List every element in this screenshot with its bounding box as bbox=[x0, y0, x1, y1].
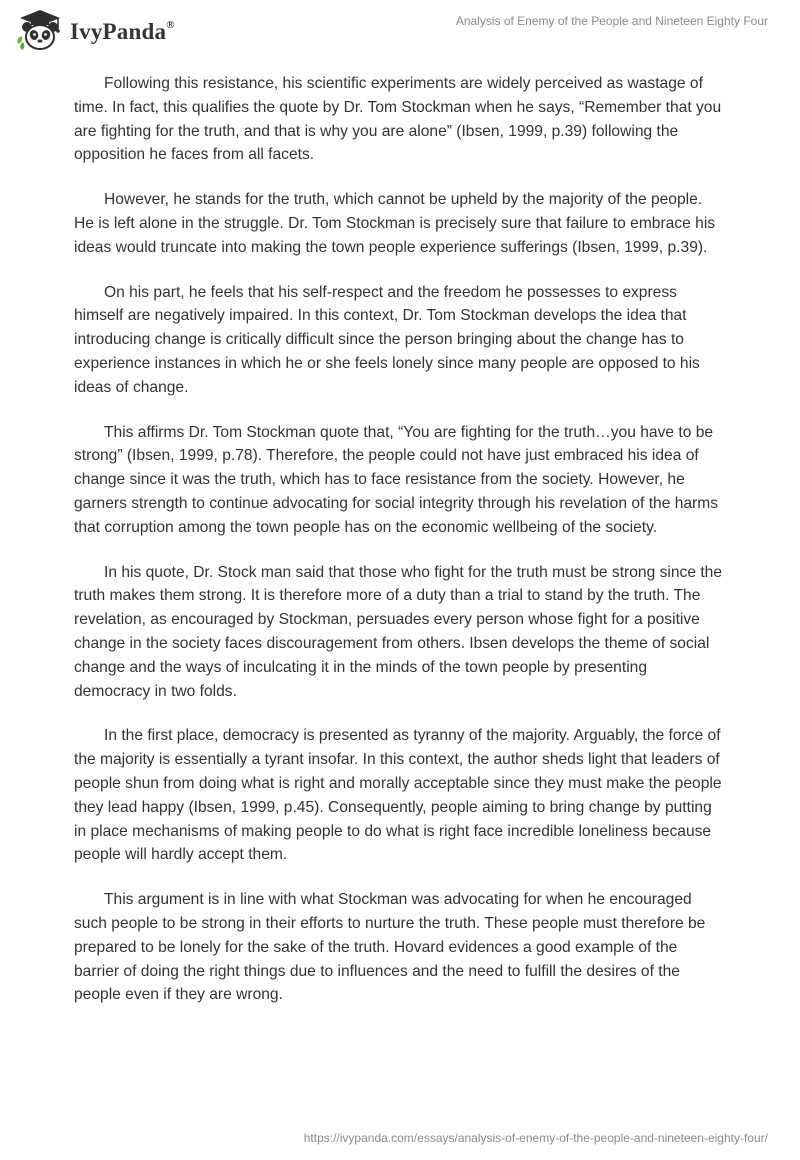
paragraph: This affirms Dr. Tom Stockman quote that, “You are fighting for the truth…you have to be strong” (Ibsen, 1999, p.78). Therefore, the people could not have just embraced his idea of change since it was the truth, which has to face resistance from the society. However, he garners strength to continue advocating for social integrity through his revelation of the harms that corruption among the town people has on the economic wellbeing of the society. bbox=[74, 423, 719, 536]
paragraph: In his quote, Dr. Stock man said that those who fight for the truth must be strong since the truth makes them strong. It is therefore more of a duty than a trial to stand by the truth. The revelation, as encouraged by Stockman, persuades every person whose fight for a positive change in the society faces discouragement from others. Ibsen develops the theme of social change and the ways of inculcating it in the minds of the town people by presenting democracy in two folds. bbox=[74, 563, 723, 700]
paragraph: On his part, he feels that his self-respect and the freedom he possesses to express himself are negatively impaired. In this context, Dr. Tom Stockman develops the idea that introducing change is critically difficult since the person bringing about the change has to experience instances in which he or she feels lonely since many people are opposed to his ideas of change. bbox=[74, 283, 700, 396]
paragraph: In the first place, democracy is presented as tyranny of the majority. Arguably, the force of the majority is essentially a tyrant insofar. In this context, the author sheds light that leaders of people shun from doing what is right and morally acceptable since they must make the people they lead happy (Ibsen, 1999, p.45). Consequently, people aiming to bring change by putting in place mechanisms of making people to do what is right face incredible loneliness because people will hardly accept them. bbox=[74, 727, 722, 864]
logo-wordmark-text: IvyPanda bbox=[70, 19, 167, 44]
paragraph: However, he stands for the truth, which cannot be upheld by the majority of the people. He is left alone in the struggle. Dr. Tom Stockman is precisely sure that failure to embrace his ideas would truncate into making the town people experience sufferings (Ibsen, 1999, p.39). bbox=[74, 191, 716, 256]
paragraph: This argument is in line with what Stockman was advocating for when he encouraged such people to be strong in their efforts to nurture the truth. These people must therefore be prepared to be lonely for the sake of the truth. Hovard evidences a good example of the barrier of doing the right things due to influences and the need to fulfill the desires of the people even if they are wrong. bbox=[74, 891, 706, 1004]
source-url[interactable]: https://ivypanda.com/essays/analysis-of-enemy-of-the-people-and-nineteen-eighty-four/ bbox=[303, 1131, 768, 1145]
logo-wordmark bbox=[70, 19, 175, 45]
essay-body bbox=[74, 72, 724, 1028]
ivypanda-logo[interactable] bbox=[14, 8, 175, 52]
paragraph: Following this resistance, his scientific experiments are widely perceived as wastage of time. In fact, this qualifies the quote by Dr. Tom Stockman when he says, “Remember that you are fighting for the truth, and that is why you are alone” (Ibsen, 1999, p.39) following the opposition he faces from all facets. bbox=[74, 75, 722, 164]
document-title: Analysis of Enemy of the People and Nineteen Eighty Four bbox=[455, 14, 768, 28]
registered-mark: ® bbox=[166, 19, 175, 32]
page-header bbox=[0, 0, 800, 60]
panda-graduation-cap-icon bbox=[14, 8, 66, 52]
